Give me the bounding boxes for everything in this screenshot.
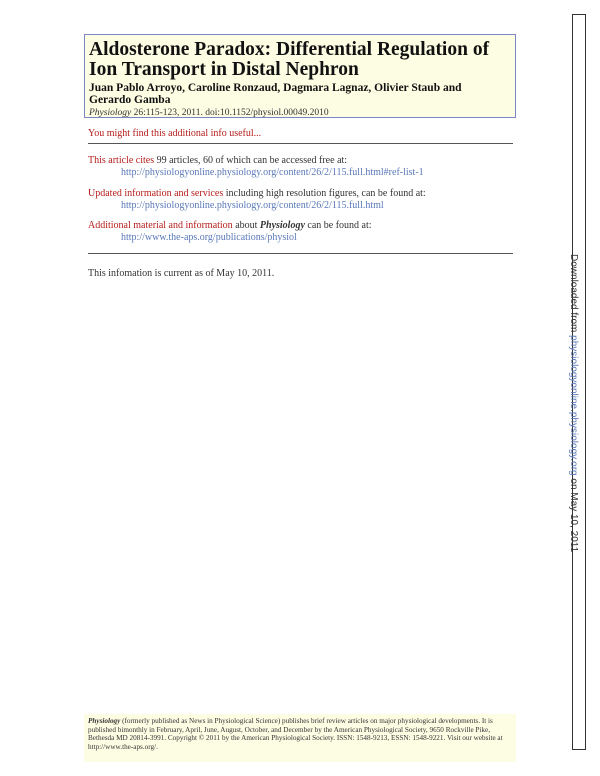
updated-link[interactable]: http://physiologyonline.physiology.org/content/26/2/115.full.html bbox=[121, 200, 384, 211]
additional-info-hint: You might find this additional info useful... bbox=[88, 128, 262, 139]
updated-text: including high resolution figures, can be found at: bbox=[223, 188, 426, 199]
citation-journal: Physiology bbox=[89, 108, 132, 118]
info-item-cites bbox=[88, 155, 518, 179]
article-citation bbox=[89, 108, 515, 119]
cites-text: 99 articles, 60 of which can be accessed free at: bbox=[154, 155, 348, 166]
article-authors: Juan Pablo Arroyo, Caroline Ronzaud, Dagmara Lagnaz, Olivier Staub and Gerardo Gamba bbox=[89, 82, 462, 106]
cites-label[interactable]: This article cites bbox=[88, 155, 155, 166]
additional-journal: Physiology bbox=[259, 220, 305, 231]
info-item-updated bbox=[88, 188, 518, 212]
updated-label[interactable]: Updated information and services bbox=[88, 188, 224, 199]
footer-journal: Physiology bbox=[88, 717, 121, 725]
download-note-after: on May 10, 2011 bbox=[568, 475, 579, 553]
divider-bottom bbox=[88, 253, 513, 254]
download-note-before: Downloaded from bbox=[568, 254, 579, 336]
footer-text: (formerly published as News in Physiological Science) publishes brief review articles on major physiological developments. It is published bimonthly in February, April, June, August, October, and December by the American Physiological Society, 9650 Rockville Pike, Bethesda MD 20814-3991. Copyright © 2011 by the American Physiological Society. ISSN: 1548-9213, ESSN: 1548-9221. Visit our website at http://www.the-aps.org/. bbox=[88, 717, 503, 751]
cites-link[interactable]: http://physiologyonline.physiology.org/content/26/2/115.full.html#ref-list-1 bbox=[121, 167, 424, 178]
additional-label[interactable]: Additional material and information bbox=[88, 220, 233, 231]
additional-link[interactable]: http://www.the-aps.org/publications/physiol bbox=[121, 232, 297, 243]
article-title: Aldosterone Paradox: Differential Regulation of Ion Transport in Distal Nephron bbox=[89, 39, 490, 80]
download-note-link[interactable]: physiologyonline.physiology.org bbox=[568, 335, 579, 476]
title-box bbox=[84, 34, 516, 118]
additional-text-before: about bbox=[232, 220, 260, 231]
info-item-additional bbox=[88, 220, 518, 244]
current-note: This infomation is current as of May 10, 2011. bbox=[88, 268, 275, 279]
download-note bbox=[568, 254, 579, 552]
additional-text-after: can be found at: bbox=[304, 220, 372, 231]
divider-top bbox=[88, 143, 513, 144]
citation-details: 26:115-123, 2011. doi:10.1152/physiol.00049.2010 bbox=[131, 108, 329, 118]
footer-box bbox=[84, 714, 516, 762]
